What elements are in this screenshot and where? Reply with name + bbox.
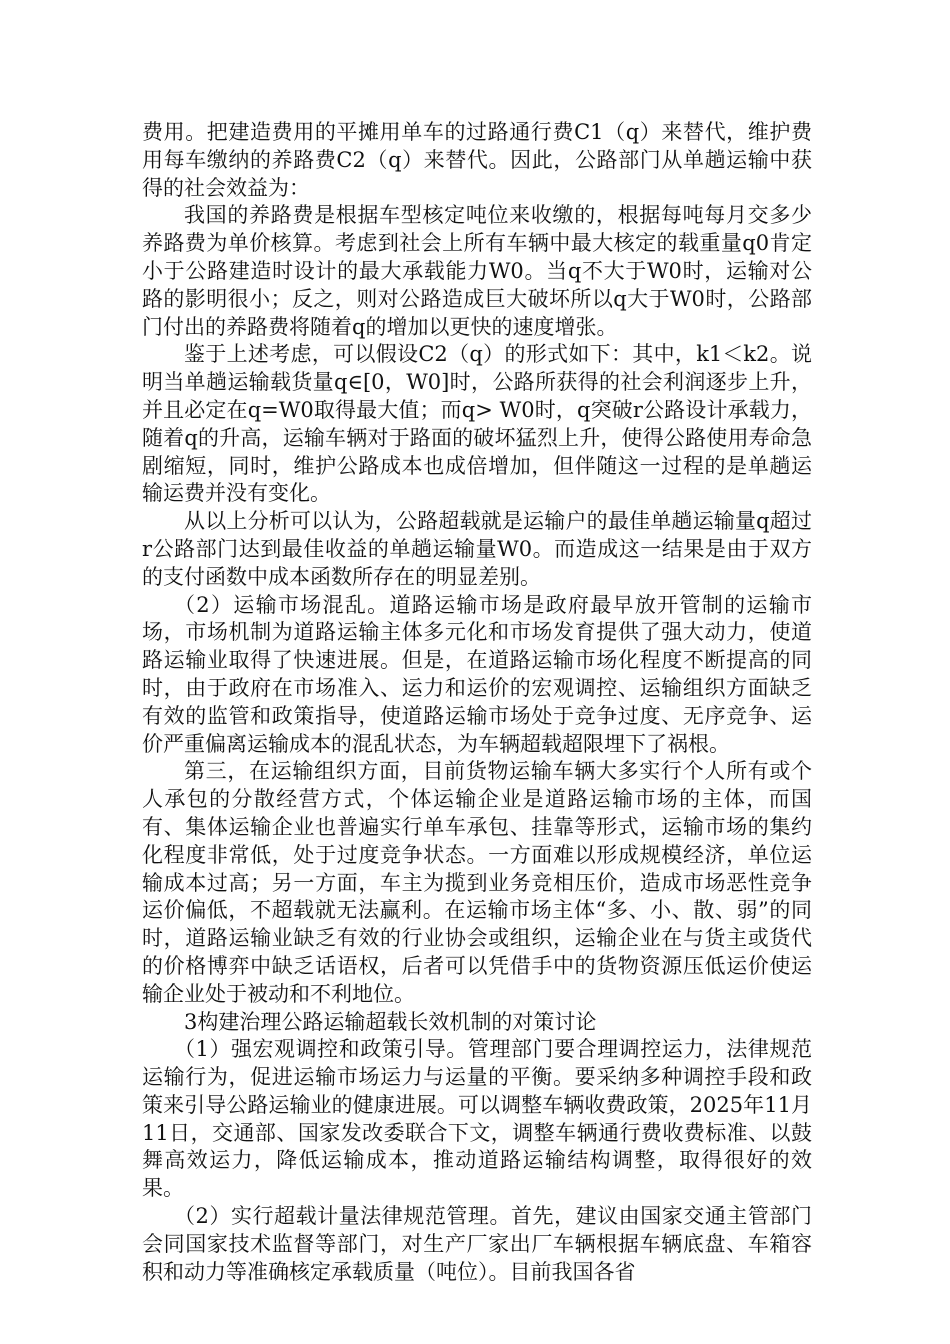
document-body — [142, 119, 812, 1286]
paragraph-market-disorder: （2）运输市场混乱。道路运输市场是政府最早放开管制的运输市场，市场机制为道路运输主体多元化和市场发育提供了强大动力，使道路运输业取得了快速进展。但是，在道路运输市场化程度不断提高的同时，由于政府在市场准入、运力和运价的宏观调控、运输组织方面缺乏有效的监管和政策指导，使道路运输市场处于竞争过度、无序竞争、运价严重偏离运输成本的混乱状态，为车辆超载超限埋下了祸根。 — [142, 592, 812, 756]
paragraph-road-cost-intro: 费用。把建造费用的平摊用单车的过路通行费C1（q）来替代，维护费用每车缴纳的养路费C2（q）来替代。因此，公路部门从单趟运输中获得的社会效益为： — [142, 120, 812, 200]
paragraph-overload-metering: （2）实行超载计量法律规范管理。首先，建议由国家交通主管部门会同国家技术监督等部门，对生产厂家出厂车辆根据车辆底盘、车箱容积和动力等准确核定承载质量（吨位）。目前我国各省 — [142, 1204, 812, 1284]
paragraph-macro-regulation: （1）强宏观调控和政策引导。管理部门要合理调控运力，法律规范运输行为，促进运输市场运力与运量的平衡。要采纳多种调控手段和政策来引导公路运输业的健康进展。可以调整车辆收费政策，2025年11月11日，交通部、国家发改委联合下文，调整车辆通行费收费标准、以鼓舞高效运力，降低运输成本，推动道路运输结构调整，取得很好的效果。 — [142, 1037, 812, 1201]
paragraph-road-maintenance-fee: 我国的养路费是根据车型核定吨位来收缴的，根据每吨每月交多少养路费为单价核算。考虑到社会上所有车辆中最大核定的载重量q0肯定小于公路建造时设计的最大承载能力W0。当q不大于W0时，运输对公路的影明很小；反之，则对公路造成巨大破坏所以q大于W0时，公路部门付出的养路费将随着q的增加以更快的速度增张。 — [142, 203, 812, 339]
paragraph-overload-conclusion: 从以上分析可以认为，公路超载就是运输户的最佳单趟运输量q超过r公路部门达到最佳收益的单趟运输量W0。而造成这一结果是由于双方的支付函数中成本函数所存在的明显差别。 — [142, 509, 812, 589]
paragraph-transport-organization: 第三，在运输组织方面，目前货物运输车辆大多实行个人所有或个人承包的分散经营方式，个体运输企业是道路运输市场的主体，而国有、集体运输企业也普遍实行单车承包、挂靠等形式，运输市场的集约化程度非常低，处于过度竞争状态。一方面难以形成规模经济，单位运输成本过高；另一方面，车主为揽到业务竞相压价，造成市场恶性竞争运价偏低，不超载就无法赢利。在运输市场主体“多、小、散、弱”的同时，道路运输业缺乏有效的行业协会或组织，运输企业在与货主或货代的价格博弈中缺乏话语权，后者可以凭借手中的货物资源压低运价使运输企业处于被动和不利地位。 — [142, 759, 812, 1006]
section-heading-countermeasures: 3构建治理公路运输超载长效机制的对策讨论 — [184, 1009, 597, 1034]
paragraph-cost-function-assumption: 鉴于上述考虑，可以假设C2（q）的形式如下：其中，k1＜k2。说明当单趟运输载货量q∈[0，W0]时，公路所获得的社会利润逐步上升，并且必定在q=W0取得最大值；而q> W0时，q突破r公路设计承载力，随着q的升高，运输车辆对于路面的破坏猛烈上升，使得公路使用寿命急剧缩短，同时，维护公路成本也成倍增加，但伴随这一过程的是单趟运输运费并没有变化。 — [142, 342, 812, 506]
